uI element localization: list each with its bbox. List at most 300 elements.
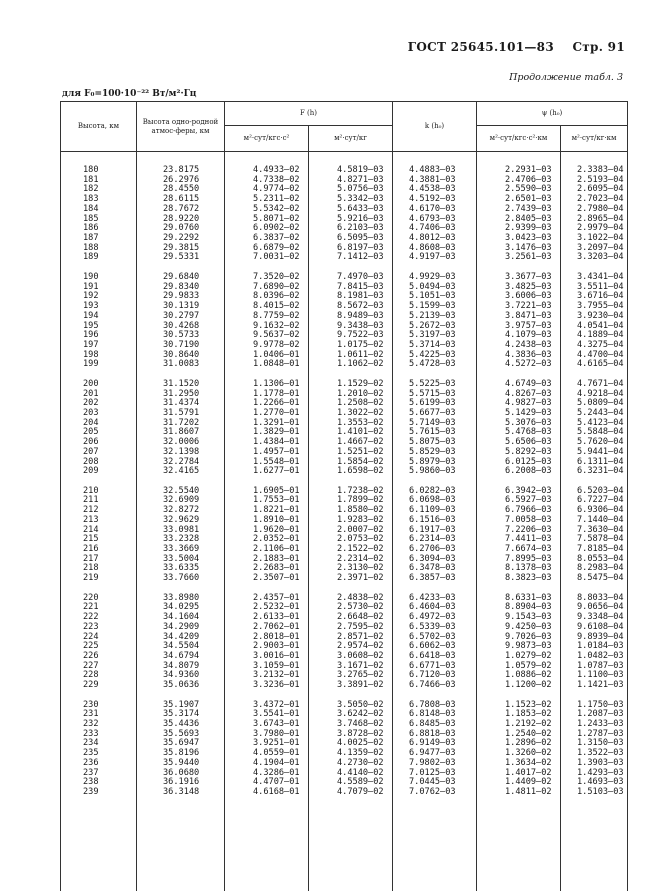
table-cell: 203 [83,407,99,418]
table-cell: 30.7190 [163,339,200,350]
table-cell: 3.9251—01 [253,738,300,749]
table-cell: 31.8607 [163,427,200,438]
table-cell: 224 [83,631,99,642]
table-cell: 8.5672—03 [337,301,384,312]
table-cell: 216 [83,544,99,555]
table-cell: 5.2672—03 [409,320,456,331]
column-k-values [393,152,477,892]
table-cell: 234 [83,738,99,749]
table-cell: 2.1522—02 [337,544,384,555]
row-block [83,487,136,584]
column-scale-height-values [137,152,225,892]
table-cell: 6.8197—03 [337,242,384,253]
table-cell: 4.6793—03 [409,213,456,224]
table-cell: 5.8075—03 [409,437,456,448]
table-cell: 4.5589—02 [337,777,384,788]
table-cell: 6.3837—02 [253,233,300,244]
table-cell: 5.4123—04 [577,417,624,428]
table-cell: 2.1106—01 [253,544,300,555]
table-cell: 6.0125—03 [505,456,552,467]
table-cell: 1.4693—03 [577,777,624,788]
table-cell: 6.2008—03 [505,466,552,477]
table-cell: 6.5095—03 [337,233,384,244]
table-cell: 194 [83,310,99,321]
row-block [163,701,224,798]
table-cell: 197 [83,339,99,350]
table-cell: 36.1916 [163,777,200,788]
row-block [409,166,476,263]
table-cell: 1.2192—02 [505,718,552,729]
table-cell: 201 [83,388,99,399]
table-cell: 237 [83,767,99,778]
table-cell: 6.7808—03 [409,699,456,710]
table-cell: 7.2206—03 [505,524,552,535]
table-cell: 34.0295 [163,602,200,613]
table-cell: 1.0848—01 [253,359,300,370]
table-cell: 1.2087—03 [577,709,624,720]
table-cell: 189 [83,252,99,263]
table-cell: 6.5339—03 [409,621,456,632]
table-cell: 2.2931—03 [505,165,552,175]
table-cell: 5.6677—03 [409,407,456,418]
table-cell: 3.1022—04 [577,233,624,244]
table-cell: 4.2730—02 [337,757,384,768]
column-F2-values [309,152,393,892]
table-cell: 3.0016—01 [253,650,300,661]
table-cell: 225 [83,641,99,652]
table-cell: 5.7615—03 [409,427,456,438]
row-block [253,701,308,798]
table-cell: 4.1889—04 [577,330,624,341]
table-cell: 219 [83,573,99,584]
table-cell: 35.1907 [163,699,200,710]
table-cell: 221 [83,602,99,613]
header-psi-sub1: м²·сут/кгс·с²·км [477,126,561,152]
table-cell: 2.6648—02 [337,612,384,623]
table-cell: 32.1398 [163,446,200,457]
table-cell: 1.1062—02 [337,359,384,370]
table-cell: 2.9399—03 [505,223,552,234]
table-cell: 7.0058—03 [505,514,552,525]
table-cell: 1.0611—02 [337,349,384,360]
table-cell: 2.6095—04 [577,184,624,195]
table-cell: 3.5050—02 [337,699,384,710]
table-cell: 5.0494—03 [409,281,456,292]
table-cell: 181 [83,174,99,185]
table-cell: 238 [83,777,99,788]
table-cell: 4.1359—02 [337,748,384,759]
table-cell: 30.8640 [163,349,200,360]
table-cell: 1.3150—03 [577,738,624,749]
table-cell: 4.2438—03 [505,339,552,350]
table-cell: 236 [83,757,99,768]
table-cell: 7.6674—03 [505,544,552,555]
continuation-note: Продолжение табл. 3 [509,72,623,83]
table-cell: 222 [83,612,99,623]
table-cell: 1.9283—02 [337,514,384,525]
table-cell: 2.7980—04 [577,203,624,214]
row-block [163,594,224,691]
table-cell: 7.9802—03 [409,757,456,768]
table-cell: 8.6331—03 [505,592,552,603]
table-cell: 9.6108—04 [577,621,624,632]
row-block [409,380,476,477]
table-cell: 8.7759—02 [253,310,300,321]
table-cell: 9.4250—03 [505,621,552,632]
table-cell: 6.4604—03 [409,602,456,613]
table-cell: 3.2765—02 [337,670,384,681]
table-cell: 3.1476—03 [505,242,552,253]
table-cell: 2.5730—02 [337,602,384,613]
table-cell: 4.5272—03 [505,359,552,370]
table-cell: 2.0352—01 [253,534,300,545]
table-cell: 4.8608—03 [409,242,456,253]
table-cell: 4.9197—03 [409,252,456,263]
table-cell: 1.2896—02 [505,738,552,749]
table-cell: 4.1079—03 [505,330,552,341]
table-cell: 1.8221—01 [253,505,300,516]
table-cell: 7.6890—02 [253,281,300,292]
table-cell: 6.2314—03 [409,534,456,545]
table-cell: 6.7466—03 [409,680,456,691]
table-cell: 34.6794 [163,650,200,661]
table-cell: 6.6418—03 [409,650,456,661]
table-cell: 2.8405—03 [505,213,552,224]
table-cell: 212 [83,505,99,516]
table-cell: 1.5103—03 [577,787,624,797]
table-cell: 29.9833 [163,291,200,302]
table-cell: 1.4409—02 [505,777,552,788]
table-cell: 31.0083 [163,359,200,370]
header-F-sub1: м²·сут/кгс·с² [225,126,309,152]
row-block [337,701,392,798]
table-cell: 34.4209 [163,631,200,642]
table-cell: 7.8415—03 [337,281,384,292]
unit-note: для F₀=100·10⁻²² Вт/м²·Гц [62,89,197,99]
header-height: Высота, км [61,102,137,152]
table-cell: 5.7149—03 [409,417,456,428]
table-cell: 9.3438—03 [337,320,384,331]
table-cell: 5.0809—04 [577,398,624,409]
standard-code: ГОСТ 25645.101—83 [407,40,554,54]
table-cell: 6.7227—04 [577,495,624,506]
table-cell: 3.3236—01 [253,680,300,691]
row-block [505,594,560,691]
table-cell: 1.2787—03 [577,728,624,739]
table-cell: 33.5004 [163,553,200,564]
table-cell: 198 [83,349,99,360]
table-cell: 2.0753—02 [337,534,384,545]
table-cell: 1.0886—02 [505,670,552,681]
table-cell: 4.0025—02 [337,738,384,749]
table-cell: 6.9149—03 [409,738,456,749]
table-cell: 33.2328 [163,534,200,545]
table-cell: 188 [83,242,99,253]
table-cell: 33.6335 [163,563,200,574]
table-cell: 35.4436 [163,718,200,729]
table-cell: 3.7955—04 [577,301,624,312]
table-cell: 5.7620—04 [577,437,624,448]
table-cell: 8.8904—03 [505,602,552,613]
table-cell: 6.3478—03 [409,563,456,574]
table-cell: 7.1440—04 [577,514,624,525]
table-cell: 3.1671—02 [337,660,384,671]
table-cell: 1.4384—01 [253,437,300,448]
table-cell: 5.5848—04 [577,427,624,438]
table-cell: 4.0559—01 [253,748,300,759]
table-cell: 5.5225—03 [409,378,456,389]
table-cell: 28.4550 [163,184,200,195]
table-cell: 31.5791 [163,407,200,418]
row-block [163,166,224,263]
table-cell: 6.3857—03 [409,573,456,584]
table-cell: 8.9489—03 [337,310,384,321]
table-cell: 3.6716—04 [577,291,624,302]
table-cell: 3.7221—03 [505,301,552,312]
table-cell: 3.8471—03 [505,310,552,321]
row-block [253,487,308,584]
table-cell: 4.5192—03 [409,194,456,205]
row-block [83,594,136,691]
row-block [337,273,392,370]
table-cell: 29.8340 [163,281,200,292]
row-block [409,594,476,691]
table-cell: 206 [83,437,99,448]
table-cell: 5.9860—03 [409,466,456,477]
table-cell: 6.1109—03 [409,505,456,516]
table-cell: 29.2292 [163,233,200,244]
table-cell: 34.1604 [163,612,200,623]
table-cell: 4.7406—03 [409,223,456,234]
table-cell: 6.9306—04 [577,505,624,516]
table-cell: 1.1306—01 [253,378,300,389]
table-cell: 5.4768—03 [505,427,552,438]
row-block [163,487,224,584]
table-cell: 6.5927—03 [505,495,552,506]
table-cell: 1.1529—02 [337,378,384,389]
table-cell: 1.2010—02 [337,388,384,399]
table-cell: 3.4341—04 [577,271,624,282]
table-cell: 211 [83,495,99,506]
table-cell: 4.4140—02 [337,767,384,778]
table-cell: 5.1599—03 [409,301,456,312]
row-block [83,166,136,263]
table-cell: 5.2443—04 [577,407,624,418]
table-cell: 6.8818—03 [409,728,456,739]
table-cell: 3.8728—02 [337,728,384,739]
table-cell: 1.4957—01 [253,446,300,457]
table-cell: 7.4411—03 [505,534,552,545]
table-cell: 2.5590—03 [505,184,552,195]
row-block [409,701,476,798]
table-cell: 1.7899—02 [337,495,384,506]
row-block [83,380,136,477]
table-cell: 2.0007—02 [337,524,384,535]
table-cell: 35.0636 [163,680,200,691]
table-cell: 2.8965—04 [577,213,624,224]
row-block [505,487,560,584]
table-cell: 5.4225—03 [409,349,456,360]
row-block [337,487,392,584]
table-cell: 6.1311—04 [577,456,624,467]
table-cell: 5.8071—02 [253,213,300,224]
table-cell: 3.6242—02 [337,709,384,720]
table-cell: 8.4015—02 [253,301,300,312]
table-cell: 4.9774—02 [253,184,300,195]
row-block [83,273,136,370]
table-cell: 3.4372—01 [253,699,300,710]
table-cell: 229 [83,680,99,691]
table-cell: 9.0656—04 [577,602,624,613]
table-cell: 5.5715—03 [409,388,456,399]
table-cell: 1.3634—02 [505,757,552,768]
table-cell: 9.8939—04 [577,631,624,642]
table-cell: 1.1100—03 [577,670,624,681]
table-cell: 1.0279—02 [505,650,552,661]
table-cell: 4.9827—03 [505,398,552,409]
table-cell: 5.0756—03 [337,184,384,195]
table-cell: 35.6947 [163,738,200,749]
table-cell: 193 [83,301,99,312]
header-F-sub2: м²·сут/кг [309,126,393,152]
table-cell: 6.8485—03 [409,718,456,729]
table-cell: 1.6277—01 [253,466,300,477]
table-cell: 4.7079—02 [337,787,384,797]
table-cell: 3.5511—04 [577,281,624,292]
table-cell: 2.2314—02 [337,553,384,564]
table-cell: 8.8033—04 [577,592,624,603]
row-block [163,273,224,370]
table-cell: 31.4374 [163,398,200,409]
header-k: k (h₀) [393,102,477,152]
row-block [337,594,392,691]
table-cell: 2.5193—04 [577,174,624,185]
table-cell: 5.8529—03 [409,446,456,457]
table-cell: 231 [83,709,99,720]
table-cell: 5.8979—03 [409,456,456,467]
table-cell: 223 [83,621,99,632]
table-cell: 7.8185—04 [577,544,624,555]
table-cell: 2.4706—03 [505,174,552,185]
table-cell: 185 [83,213,99,224]
table-cell: 29.6840 [163,271,200,282]
table-cell: 5.8292—03 [505,446,552,457]
row-block [505,166,560,263]
table-cell: 2.7439—03 [505,203,552,214]
table-cell: 6.7966—03 [505,505,552,516]
table-cell: 6.1917—03 [409,524,456,535]
table-cell: 5.2311—02 [253,194,300,205]
table-cell: 6.9477—03 [409,748,456,759]
table-cell: 187 [83,233,99,244]
table-cell: 9.9873—03 [505,641,552,652]
row-block [505,380,560,477]
table-cell: 4.8271—03 [337,174,384,185]
column-height-values [61,152,137,892]
table-cell: 33.7660 [163,573,200,584]
table-cell: 1.4293—03 [577,767,624,778]
table-cell: 5.6433—03 [337,203,384,214]
table-cell: 1.3553—02 [337,417,384,428]
table-cell: 4.3275—04 [577,339,624,350]
table-cell: 3.9757—03 [505,320,552,331]
table-cell: 3.1059—01 [253,660,300,671]
table-cell: 8.0396—02 [253,291,300,302]
table-cell: 34.2909 [163,621,200,632]
table-cell: 5.3076—03 [505,417,552,428]
table-cell: 7.3520—02 [253,271,300,282]
table-cell: 28.6115 [163,194,200,205]
table-cell: 23.8175 [163,165,200,175]
table-cell: 232 [83,718,99,729]
table-cell: 2.1883—01 [253,553,300,564]
table-cell: 1.1421—03 [577,680,624,691]
table-cell: 5.2139—03 [409,310,456,321]
table-cell: 2.9574—02 [337,641,384,652]
table-cell: 33.0981 [163,524,200,535]
table-cell: 1.5251—02 [337,446,384,457]
table-cell: 31.2950 [163,388,200,399]
table-cell: 28.9220 [163,213,200,224]
table-cell: 192 [83,291,99,302]
table-cell: 184 [83,203,99,214]
table-cell: 6.2103—03 [337,223,384,234]
row-block [409,273,476,370]
table-cell: 4.5819—03 [337,165,384,175]
table-cell: 2.7595—02 [337,621,384,632]
table-cell: 32.2784 [163,456,200,467]
table-cell: 3.6743—01 [253,718,300,729]
table-cell: 30.1319 [163,301,200,312]
table-cell: 5.3714—03 [409,339,456,350]
table-cell: 1.3022—02 [337,407,384,418]
table-cell: 1.1200—02 [505,680,552,691]
table-cell: 30.4268 [163,320,200,331]
table-cell: 2.9979—04 [577,223,624,234]
table-cell: 1.4667—02 [337,437,384,448]
row-block [577,487,627,584]
table-cell: 9.9778—02 [253,339,300,350]
table-cell: 215 [83,534,99,545]
table-cell: 4.6170—03 [409,203,456,214]
table-cell: 217 [83,553,99,564]
table-cell: 29.0760 [163,223,200,234]
row-block [505,273,560,370]
table-cell: 1.0787—03 [577,660,624,671]
table-cell: 1.4811—02 [505,787,552,797]
table-cell: 233 [83,728,99,739]
table-cell: 4.9929—03 [409,271,456,282]
table-cell: 1.5548—01 [253,456,300,467]
row-block [253,273,308,370]
table-cell: 32.6909 [163,495,200,506]
table-cell: 2.5232—01 [253,602,300,613]
table-cell: 1.2508—02 [337,398,384,409]
table-cell: 4.8267—03 [505,388,552,399]
row-block [577,273,627,370]
table-cell: 5.6506—03 [505,437,552,448]
table-cell: 1.6598—02 [337,466,384,477]
table-cell: 2.7023—04 [577,194,624,205]
table-cell: 1.1523—02 [505,699,552,710]
table-cell: 227 [83,660,99,671]
table-cell: 6.3231—04 [577,466,624,477]
table-cell: 1.3522—03 [577,748,624,759]
row-block [577,594,627,691]
table-cell: 31.1520 [163,378,200,389]
table-cell: 3.9230—04 [577,310,624,321]
table-cell: 1.1778—01 [253,388,300,399]
